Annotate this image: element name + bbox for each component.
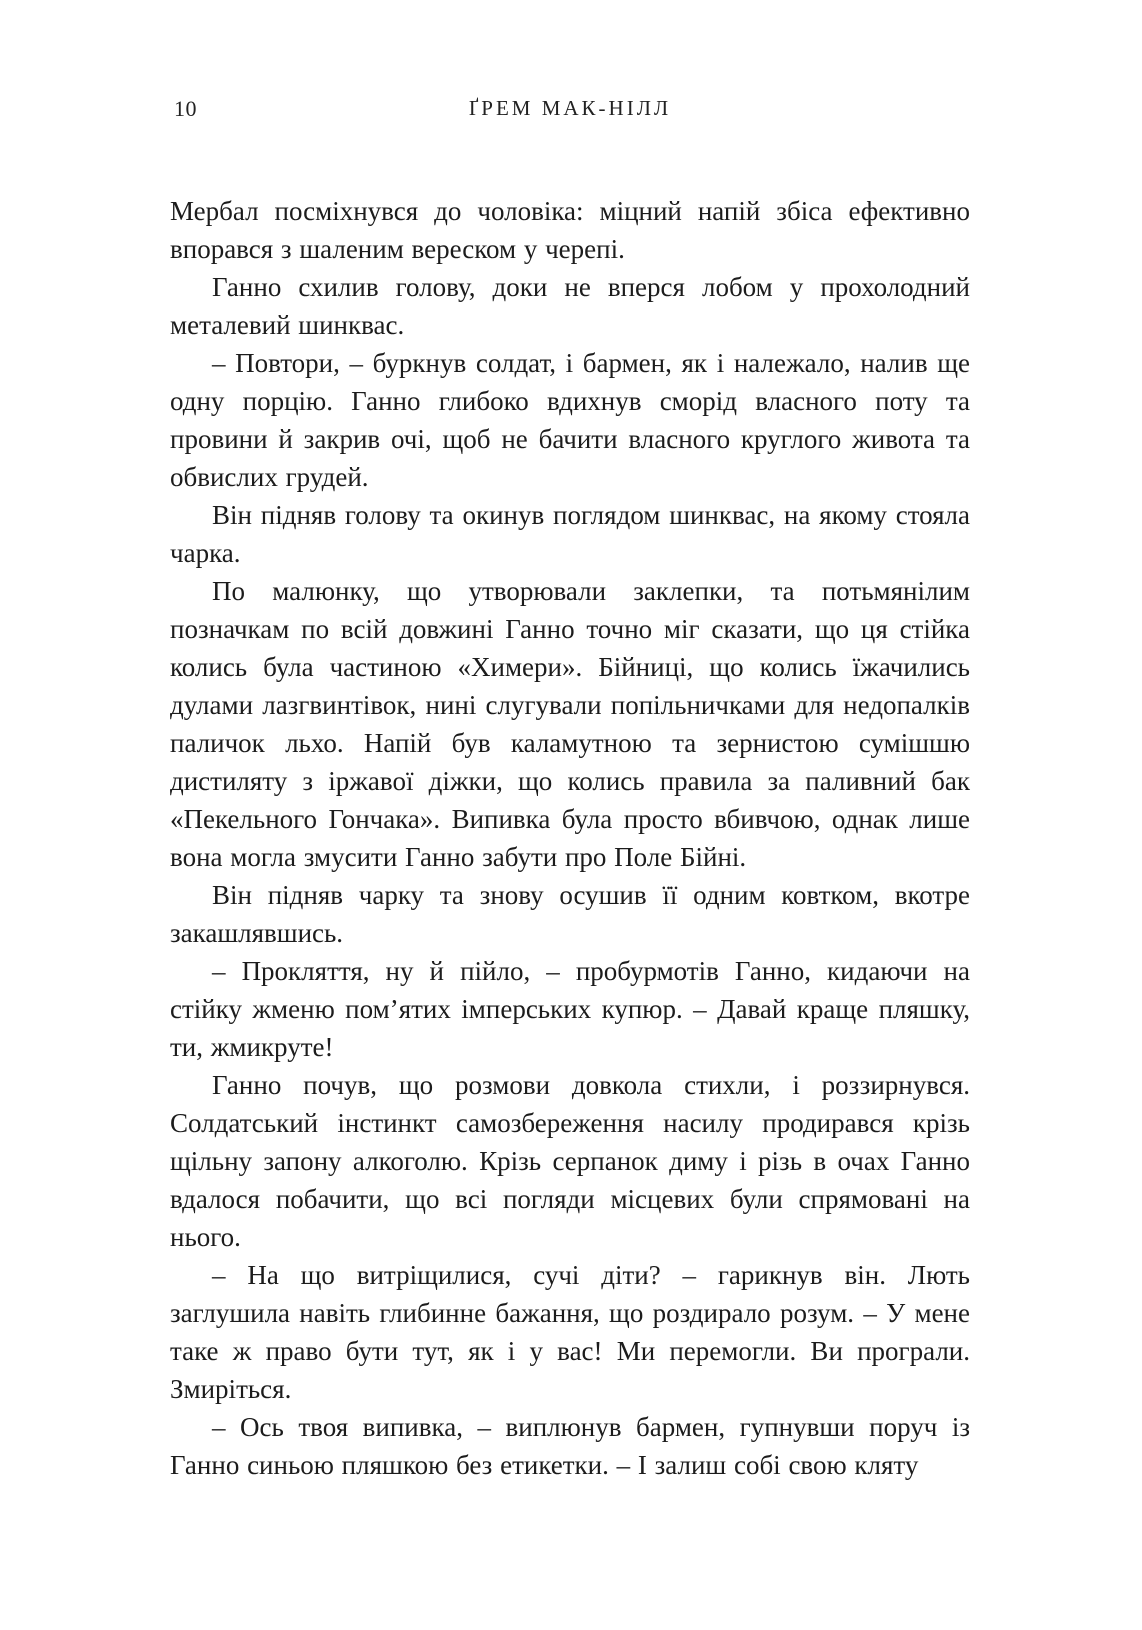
body-text <box>170 192 970 1484</box>
paragraph: – На що витріщилися, сучі діти? – гарикнув він. Лють заглушила навіть глибинне бажання, що роздирало розум. – У мене таке ж право бути тут, як і у вас! Ми перемогли. Ви програли. Змиріться. <box>170 1260 970 1404</box>
paragraph: – Повтори, – буркнув солдат, і бармен, як і належало, налив ще одну порцію. Ганно глибоко вдихнув сморід власного поту та провини й закрив очі, щоб не бачити власного круглого живота та обвислих грудей. <box>170 348 970 492</box>
paragraph: По малюнку, що утворювали заклепки, та потьмянілим позначкам по всій довжині Ганно точно міг сказати, що ця стійка колись була частиною «Химери». Бійниці, що колись їжачились дулами лазгвинтівок, нині слугували попільничками для недопалків паличок льхо. Напій був каламутною та зернистою сумішшю дистиляту з іржавої діжки, що колись правила за паливний бак «Пекельного Гончака». Випивка була просто вбивчою, однак лише вона могла змусити Ганно забути про Поле Бійні. <box>170 576 970 872</box>
paragraph: Мербал посміхнувся до чоловіка: міцний напій збіса ефективно впорався з шаленим вереском у черепі. <box>170 196 970 264</box>
paragraph: – Прокляття, ну й пійло, – пробурмотів Ганно, кидаючи на стійку жменю пом’ятих імперських купюр. – Давай краще пляшку, ти, жмикруте! <box>170 956 970 1062</box>
paragraph: – Ось твоя випивка, – виплюнув бармен, гупнувши поруч із Ганно синьою пляшкою без етикетки. – І залиш собі свою кляту <box>170 1412 970 1480</box>
paragraph: Ганно почув, що розмови довкола стихли, і роззирнувся. Солдатський інстинкт самозбереження насилу продирався крізь щільну запону алкоголю. Крізь серпанок диму і різь в очах Ганно вдалося побачити, що всі погляди місцевих були спрямовані на нього. <box>170 1070 970 1252</box>
running-header-author: ҐРЕМ МАК-НІЛЛ <box>468 96 672 120</box>
paragraph: Він підняв чарку та знову осушив її одним ковтком, вкотре закашлявшись. <box>170 880 970 948</box>
page-number: 10 <box>174 96 197 121</box>
paragraph: Ганно схилив голову, доки не вперся лобом у прохолодний металевий шинквас. <box>170 272 970 340</box>
paragraph: Він підняв голову та окинув поглядом шинквас, на якому стояла чарка. <box>170 500 970 568</box>
book-page <box>170 96 970 1484</box>
running-head <box>170 96 970 126</box>
